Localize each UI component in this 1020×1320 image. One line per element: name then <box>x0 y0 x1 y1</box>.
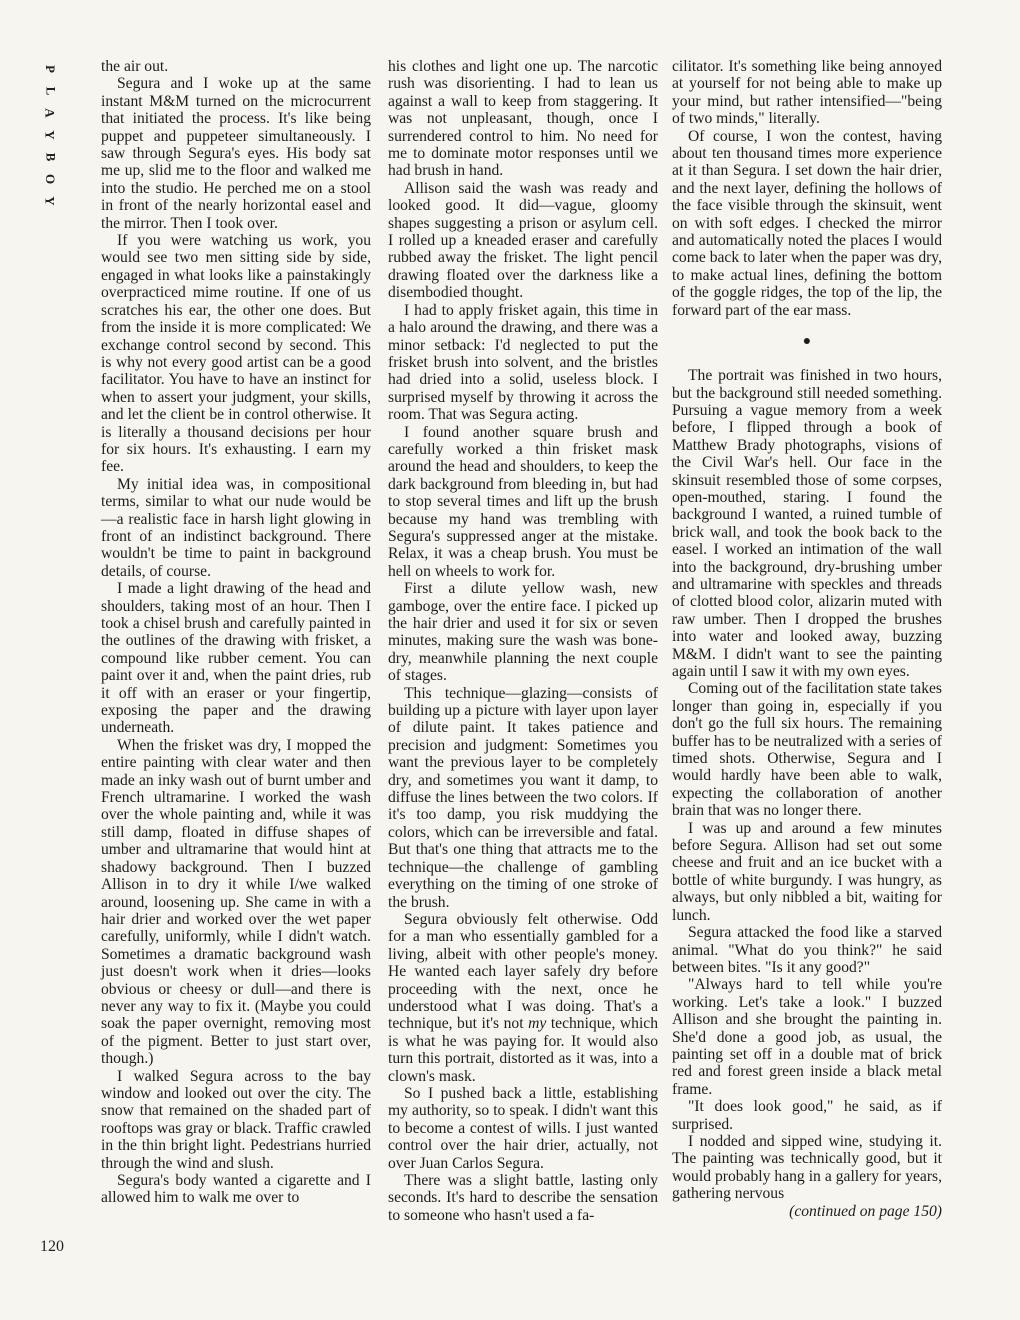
column-2 <box>388 58 658 1224</box>
paragraph: My initial idea was, in compositional terms, similar to what our nude would be—a realistic face in harsh light glowing in front of an indistinct background. There wouldn't be time to paint in background details, of course. <box>101 475 371 580</box>
paragraph: "Always hard to tell while you're working. Let's take a look." I buzzed Allison and she brought the painting in. She'd done a good job, as usual, the painting set off in a double mat of brick red and forest green inside a black metal frame. <box>672 976 942 1098</box>
article-body <box>0 58 1020 1268</box>
paragraph: Segura and I woke up at the same instant M&M turned on the microcurrent that initiated the process. It's like being puppet and puppeteer simultaneously. I saw through Segura's eyes. His body sat me up, slid me to the floor and walked me into the studio. He perched me on a stool in front of the nearly horizontal easel and the mirror. Then I took over. <box>101 75 371 232</box>
paragraph: I nodded and sipped wine, studying it. The painting was technically good, but it would probably hang in a gallery for years, gathering nervous <box>672 1132 942 1203</box>
running-head-letter: L <box>42 86 58 96</box>
column-3 <box>672 58 942 1220</box>
paragraph: Allison said the wash was ready and looked good. It did—vague, gloomy shapes suggesting a prison or asylum cell. I rolled up a kneaded eraser and carefully rubbed away the frisket. The light pencil drawing floated over the darkness like a disembodied thought. <box>388 179 658 302</box>
paragraph: There was a slight battle, lasting only seconds. It's hard to describe the sensation to someone who hasn't used a fa- <box>388 1172 658 1224</box>
running-head-letter: Y <box>42 196 58 206</box>
running-head-letter: B <box>42 152 58 162</box>
paragraph: Coming out of the facilitation state takes longer than going in, especially if you don't go the full six hours. The remaining buffer has to be neutralized with a series of timed shots. Otherwise, Segura and I would hardly have been able to walk, expecting the collaboration of another brain that was no longer there. <box>672 680 942 820</box>
paragraph: If you were watching us work, you would see two men sitting side by side, engaged in what looks like a painstakingly overpracticed mime routine. If one of us scratches his ear, the other one does. But from the inside it is more complicated: We exchange control second by second. This is why not every good artist can be a good facilitator. You have to have an instinct for when to assert your judgment, your skills, and let the client be in control otherwise. It is literally a thousand decisions per hour for six hours. It's exhausting. I earn my fee. <box>101 232 371 476</box>
paragraph: The portrait was finished in two hours, but the background still needed something. Pursuing a vague memory from a week before, I flipped through a book of Matthew Brady photographs, visions of the Civil War's hell. Our face in the skinsuit resembled those of some corpses, open-mouthed, staring. I found the background I wanted, a ruined tumble of brick wall, and took the book back to the easel. I worked an intimation of the wall into the background, dry-brushing umber and ultramarine with speckles and threads of clotted blood color, alizarin muted with raw umber. Then I dropped the brushes into water and looked away, buzzing M&M. I didn't want to see the painting again until I saw it with my own eyes. <box>672 367 942 680</box>
column-3-bottom <box>672 367 942 1203</box>
paragraph: cilitator. It's something like being annoyed at yourself for not being able to make up your mind, but rather intensified—"being of two minds," literally. <box>672 58 942 128</box>
paragraph: I made a light drawing of the head and shoulders, taking most of an hour. Then I took a chisel brush and carefully painted in the outlines of the drawing with frisket, a compound like rubber cement. You can paint over it and, when the paint dries, rub it off with an eraser or your fingertip, exposing the paper and the drawing underneath. <box>101 580 371 737</box>
paragraph: This technique—glazing—consists of building up a picture with layer upon layer of dilute paint. It takes patience and precision and judgment: Sometimes you want the previous layer to be completely dry, and sometimes you want it damp, to diffuse the lines between the two colors. If it's too damp, you risk muddying the colors, which can be irreversible and fatal. But that's one thing that attracts me to the technique—the challenge of gambling everything on the timing of one stroke of the brush. <box>388 684 658 911</box>
paragraph: First a dilute yellow wash, new gamboge, over the entire face. I picked up the hair drier and used it for six or seven minutes, making sure the wash was bone-dry, meanwhile planning the next couple of stages. <box>388 580 658 685</box>
column-3-top <box>672 58 942 319</box>
paragraph: I found another square brush and carefully worked a thin frisket mask around the head and shoulders, to keep the dark background from bleeding in, but had to stop several times and lift up the brush because my hand was trembling with Segura's suppressed anger at the mistake. Relax, it was a cheap brush. You must be hell on wheels to work for. <box>388 423 658 580</box>
paragraph: Segura's body wanted a cigarette and I allowed him to walk me over to <box>101 1172 371 1207</box>
paragraph: Of course, I won the contest, having about ten thousand times more experience at it than Segura. I set down the hair drier, and the next layer, defining the hollows of the face visible through the skinsuit, went on with soft edges. I checked the mirror and automatically noted the places I would come back to later when the paper was dry, to make actual lines, defining the bottom of the goggle ridges, the top of the lip, the forward part of the ear mass. <box>672 127 942 319</box>
running-head-letter: O <box>43 173 58 185</box>
column-1 <box>101 58 371 1207</box>
page-number: 120 <box>40 1238 64 1255</box>
paragraph: Segura obviously felt otherwise. Odd for a man who essentially gambled for a living, albeit with other people's money. He wanted each layer safely dry before proceeding with the next, once he understood what I was doing. That's a technique, but it's not my technique, which is what he was paying for. It would also turn this portrait, distorted as it was, into a clown's mask. <box>388 910 658 1085</box>
running-head-letter: Y <box>42 130 58 140</box>
running-head-letter: P <box>42 65 58 73</box>
paragraph: I was up and around a few minutes before Segura. Allison had set out some cheese and fruit and an ice bucket with a bottle of white burgundy. I was hungry, as always, but only nibbled a bit, waiting for lunch. <box>672 819 942 924</box>
paragraph: "It does look good," he said, as if surprised. <box>672 1098 942 1133</box>
continued-note: (continued on page 150) <box>789 1202 942 1220</box>
paragraph: I walked Segura across to the bay window and looked out over the city. The snow that remained on the shaded part of rooftops was gray or black. Traffic crawled in the thin bright light. Pedestrians hurried through the wind and slush. <box>101 1067 371 1172</box>
paragraph: When the frisket was dry, I mopped the entire painting with clear water and then made an inky wash out of burnt umber and French ultramarine. I worked the wash over the whole painting and, while it was still damp, floated in diffuse shapes of umber and ultramarine that would hint at shadowy background. Then I buzzed Allison in to dry it while I/we walked around, loosening up. She came in with a hair drier and worked over the wet paper carefully, uniformly, while I didn't watch. Sometimes a dramatic background wash just doesn't work when it dries—looks obvious or cheesy or dull—and there is never any way to fix it. (Maybe you could soak the paper overnight, removing most of the pigment. Better to just start over, though.) <box>101 736 371 1068</box>
running-head-letter: A <box>42 108 58 118</box>
paragraph: Segura attacked the food like a starved animal. "What do you think?" he said between bites. "Is it any good?" <box>672 924 942 976</box>
paragraph: So I pushed back a little, establishing my authority, so to speak. I didn't want this to become a contest of wills. I just wanted control over the hair drier, actually, not over Juan Carlos Segura. <box>388 1084 658 1172</box>
paragraph: the air out. <box>101 58 169 75</box>
paragraph: I had to apply frisket again, this time in a halo around the drawing, and there was a minor setback: I'd neglected to put the frisket brush into solvent, and the bristles had dried into a solid, useless block. I surprised myself by throwing it across the room. That was Segura acting. <box>388 301 658 424</box>
section-break: ● <box>802 334 812 350</box>
paragraph: his clothes and light one up. The narcotic rush was disorienting. I had to lean us against a wall to keep from staggering. It was not unpleasant, though, once I surrendered control to him. No need for me to dominate motor responses until we had brush in hand. <box>388 58 658 180</box>
